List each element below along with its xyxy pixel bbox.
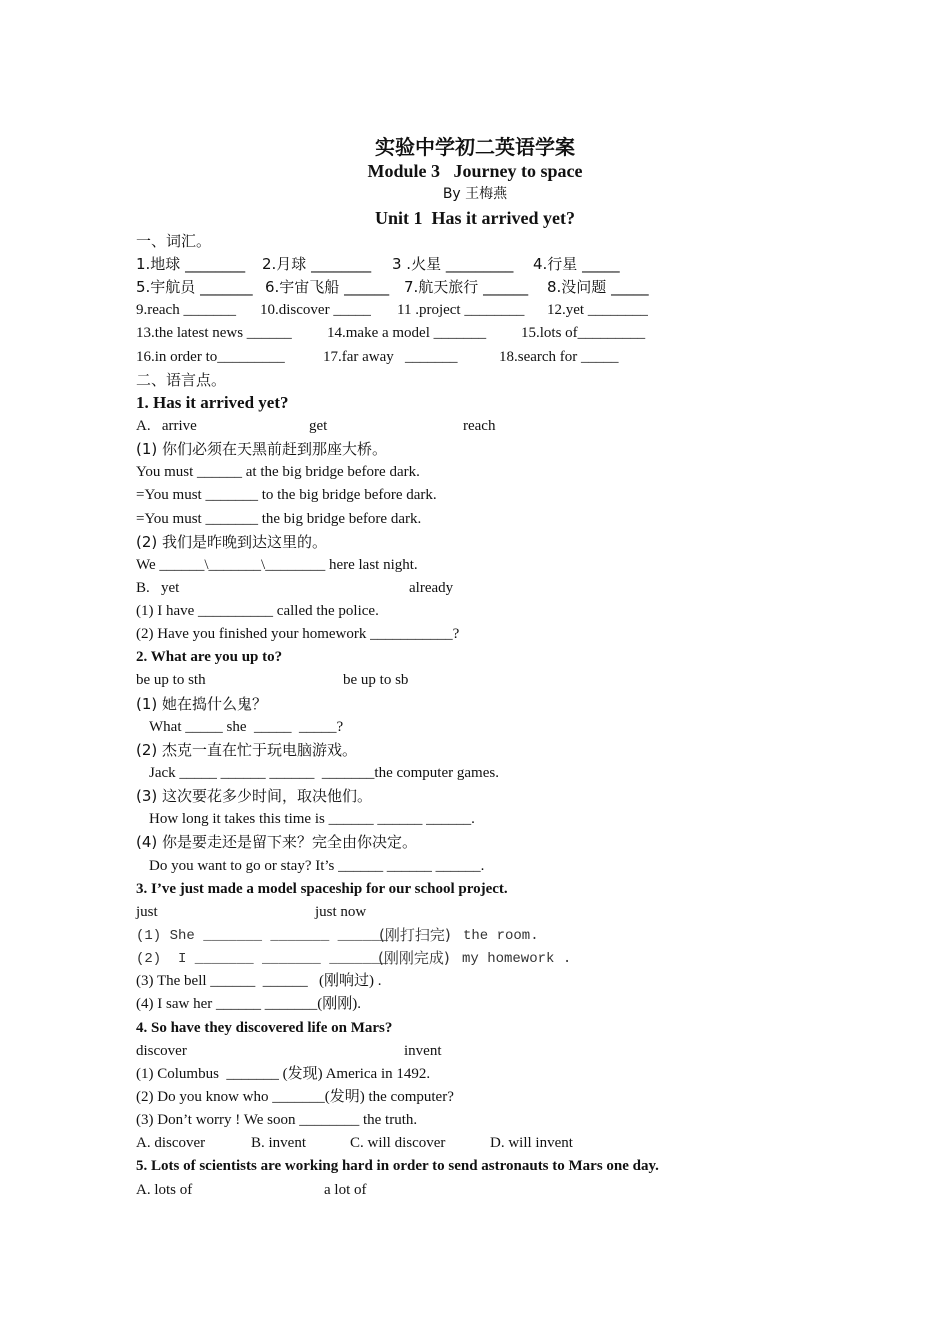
word-option: B. yet	[136, 580, 180, 596]
exercise-line: Do you want to go or stay? It’s ______ ______ ______.	[149, 858, 485, 874]
exercise-prompt-cn: (4) 你是要走还是留下来？完全由你决定。	[136, 833, 418, 851]
exercise-line: (1) She _______ _______ ______	[136, 928, 389, 944]
exercise-hint-cn: (刚打扫完)	[379, 926, 451, 944]
vocab-item: 6.宇宙飞船 ______	[265, 278, 390, 296]
exercise-line: (1) Columbus _______ (发现) America in 1492.	[136, 1066, 431, 1082]
author-line: By 王梅燕	[442, 186, 508, 202]
exercise-prompt-cn: (1) 你们必须在天黑前赶到那座大桥。	[136, 440, 388, 458]
exercise-line: (1) I have __________ called the police.	[136, 603, 379, 619]
exercise-line: the room.	[463, 928, 539, 944]
vocab-item: 18.search for _____	[499, 349, 619, 365]
exercise-line: (3) Don’t worry ! We soon ________ the truth.	[136, 1112, 418, 1128]
section-4-title: 4. So have they discovered life on Mars?	[136, 1020, 393, 1036]
section-2-title: 2. What are you up to?	[136, 649, 283, 665]
exercise-line: (2) Do you know who _______(发明) the computer?	[136, 1089, 454, 1105]
vocab-item: 11 .project ________	[397, 302, 525, 318]
word-option: be up to sb	[343, 672, 409, 688]
vocab-item: 7.航天旅行 ______	[404, 278, 529, 296]
exercise-line: (4) I saw her ______ _______(刚刚).	[136, 996, 361, 1012]
section-1-title: 1. Has it arrived yet?	[136, 393, 289, 412]
exercise-prompt-cn: (1) 她在捣什么鬼？	[136, 695, 268, 713]
word-option: A. arrive	[136, 418, 197, 434]
section-3-title: 3. I’ve just made a model spaceship for our school project.	[136, 881, 508, 897]
word-option: get	[309, 418, 328, 434]
vocab-item: 2.月球 ________	[262, 255, 372, 273]
vocab-heading: 一、词汇。	[136, 232, 212, 250]
grammar-heading: 二、语言点。	[136, 371, 227, 389]
vocab-item: 14.make a model _______	[327, 325, 487, 341]
exercise-hint-cn: (刚刚完成)	[378, 949, 450, 967]
vocab-item: 3 .火星 _________	[392, 255, 514, 273]
exercise-prompt-cn: (2) 我们是昨晚到达这里的。	[136, 533, 328, 551]
exercise-line: You must ______ at the big bridge before dark.	[136, 464, 420, 480]
exercise-line: (2) Have you finished your homework ___________?	[136, 626, 460, 642]
answer-option: B. invent	[251, 1135, 306, 1151]
vocab-item: 5.宇航员 _______	[136, 278, 253, 296]
exercise-line: Jack _____ ______ ______ _______the computer games.	[149, 765, 499, 781]
section-5-title: 5. Lots of scientists are working hard in order to send astronauts to Mars one day.	[136, 1158, 659, 1174]
word-option: a lot of	[324, 1182, 367, 1198]
unit-title: Unit 1 Has it arrived yet?	[375, 208, 575, 228]
answer-option: C. will discover	[350, 1135, 446, 1151]
word-option: discover	[136, 1043, 187, 1059]
exercise-line: my homework .	[462, 951, 572, 967]
exercise-line: (2) I _______ _______ _______	[136, 951, 389, 967]
vocab-item: 8.没问题 _____	[547, 278, 649, 296]
exercise-line: What _____ she _____ _____?	[149, 719, 344, 735]
exercise-line: We ______\_______\________ here last night.	[136, 557, 418, 573]
word-option: A. lots of	[136, 1182, 193, 1198]
word-option: just now	[315, 904, 367, 920]
word-option: reach	[463, 418, 496, 434]
vocab-item: 4.行星 _____	[533, 255, 620, 273]
vocab-item: 15.lots of_________	[521, 325, 646, 341]
vocab-item: 1.地球 ________	[136, 255, 246, 273]
exercise-line: (3) The bell ______ ______ (刚响过) .	[136, 973, 382, 989]
vocab-item: 9.reach _______	[136, 302, 236, 318]
exercise-line: =You must _______ the big bridge before dark.	[136, 511, 422, 527]
word-option: already	[409, 580, 454, 596]
word-option: be up to sth	[136, 672, 206, 688]
word-option: invent	[404, 1043, 442, 1059]
vocab-item: 10.discover _____	[260, 302, 371, 318]
word-option: just	[136, 904, 158, 920]
vocab-item: 12.yet ________	[547, 302, 648, 318]
vocab-item: 17.far away _______	[323, 349, 458, 365]
worksheet-title: 实验中学初二英语学案	[375, 135, 575, 159]
vocab-item: 13.the latest news ______	[136, 325, 292, 341]
vocab-item: 16.in order to_________	[136, 349, 285, 365]
exercise-prompt-cn: (3) 这次要花多少时间，取决他们。	[136, 787, 373, 805]
answer-option: D. will invent	[490, 1135, 573, 1151]
exercise-prompt-cn: (2) 杰克一直在忙于玩电脑游戏。	[136, 741, 358, 759]
answer-option: A. discover	[136, 1135, 206, 1151]
exercise-line: =You must _______ to the big bridge before dark.	[136, 487, 437, 503]
exercise-line: How long it takes this time is ______ ______ ______.	[149, 811, 475, 827]
module-title: Module 3 Journey to space	[367, 161, 583, 181]
